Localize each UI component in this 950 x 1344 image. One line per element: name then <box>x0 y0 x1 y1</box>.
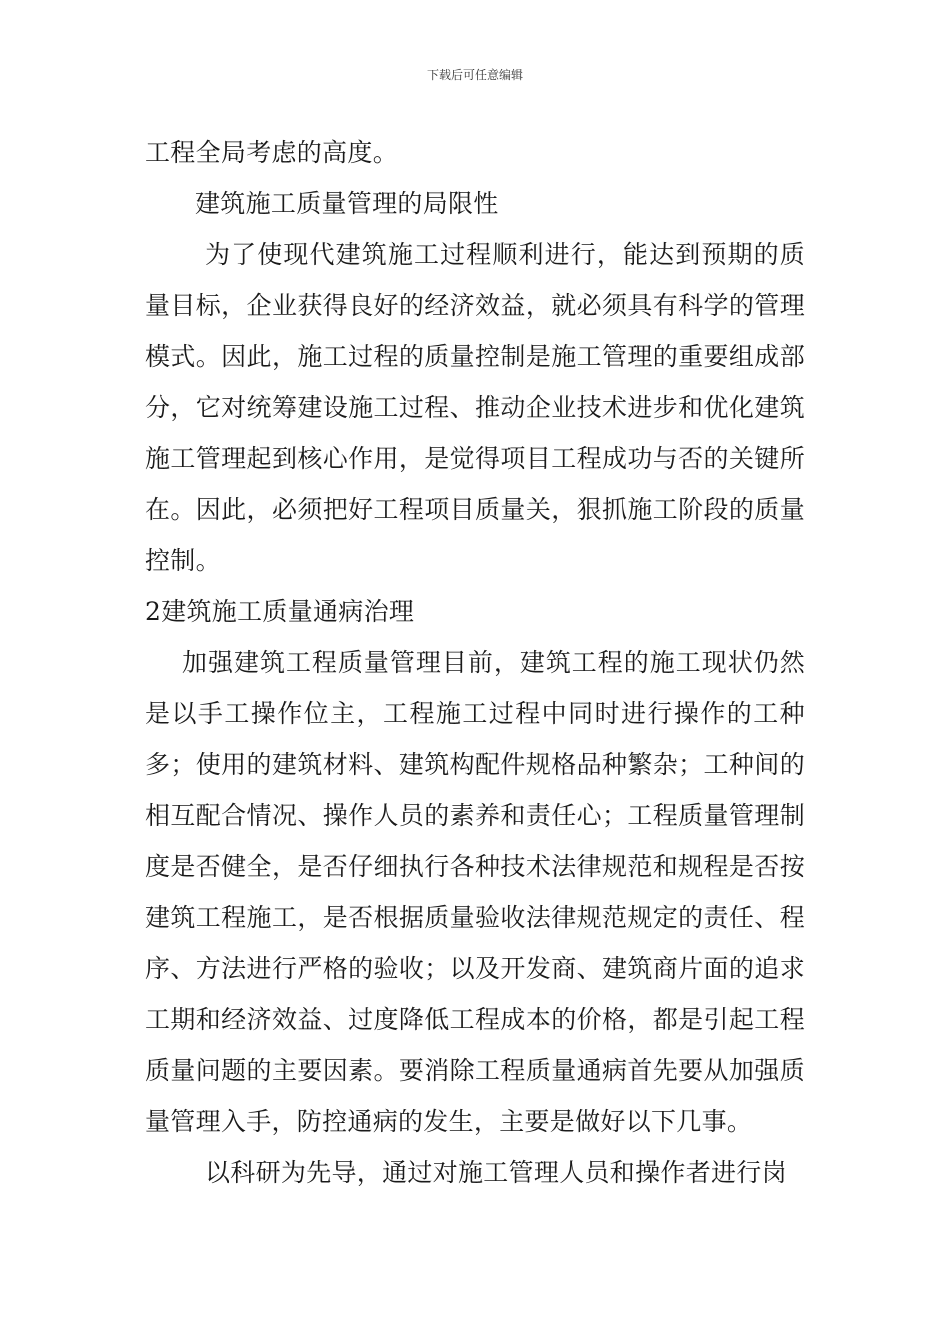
page-header: 下载后可任意编辑 <box>426 68 523 82</box>
paragraph-quality-control: 为了使现代建筑施工过程顺利进行，能达到预期的质量目标，企业获得良好的经济效益，就必须具有科学的管理模式。因此，施工过程的质量控制是施工管理的重要组成部分，它对统筹建设施工过程、推动企业技术进步和优化建筑施工管理起到核心作用，是觉得项目工程成功与否的关键所在。因此，必须把好工程项目质量关，狠抓施工阶段的质量控制。 <box>145 240 805 575</box>
section-heading-limitations: 建筑施工质量管理的局限性 <box>195 189 499 218</box>
paragraph-research: 以科研为先导，通过对施工管理人员和操作者进行岗 <box>205 1158 787 1187</box>
paragraph-continuation: 工程全局考虑的高度。 <box>145 138 399 167</box>
paragraph-management: 加强建筑工程质量管理目前，建筑工程的施工现状仍然是以手工操作位主，工程施工过程中同时进行操作的工种多；使用的建筑材料、建筑构配件规格品种繁杂；工种间的相互配合情况、操作人员的素养和责任心；工程质量管理制度是否健全，是否仔细执行各种技术法律规范和规程是否按建筑工程施工，是否根据质量验收法律规范规定的责任、程序、方法进行严格的验收；以及开发商、建筑商片面的追求工期和经济效益、过度降低工程成本的价格，都是引起工程质量问题的主要因素。要消除工程质量通病首先要从加强质量管理入手，防控通病的发生，主要是做好以下几事。 <box>145 648 805 1136</box>
document-body <box>145 127 805 1198</box>
section-heading-defects: 2建筑施工质量通病治理 <box>145 597 415 626</box>
